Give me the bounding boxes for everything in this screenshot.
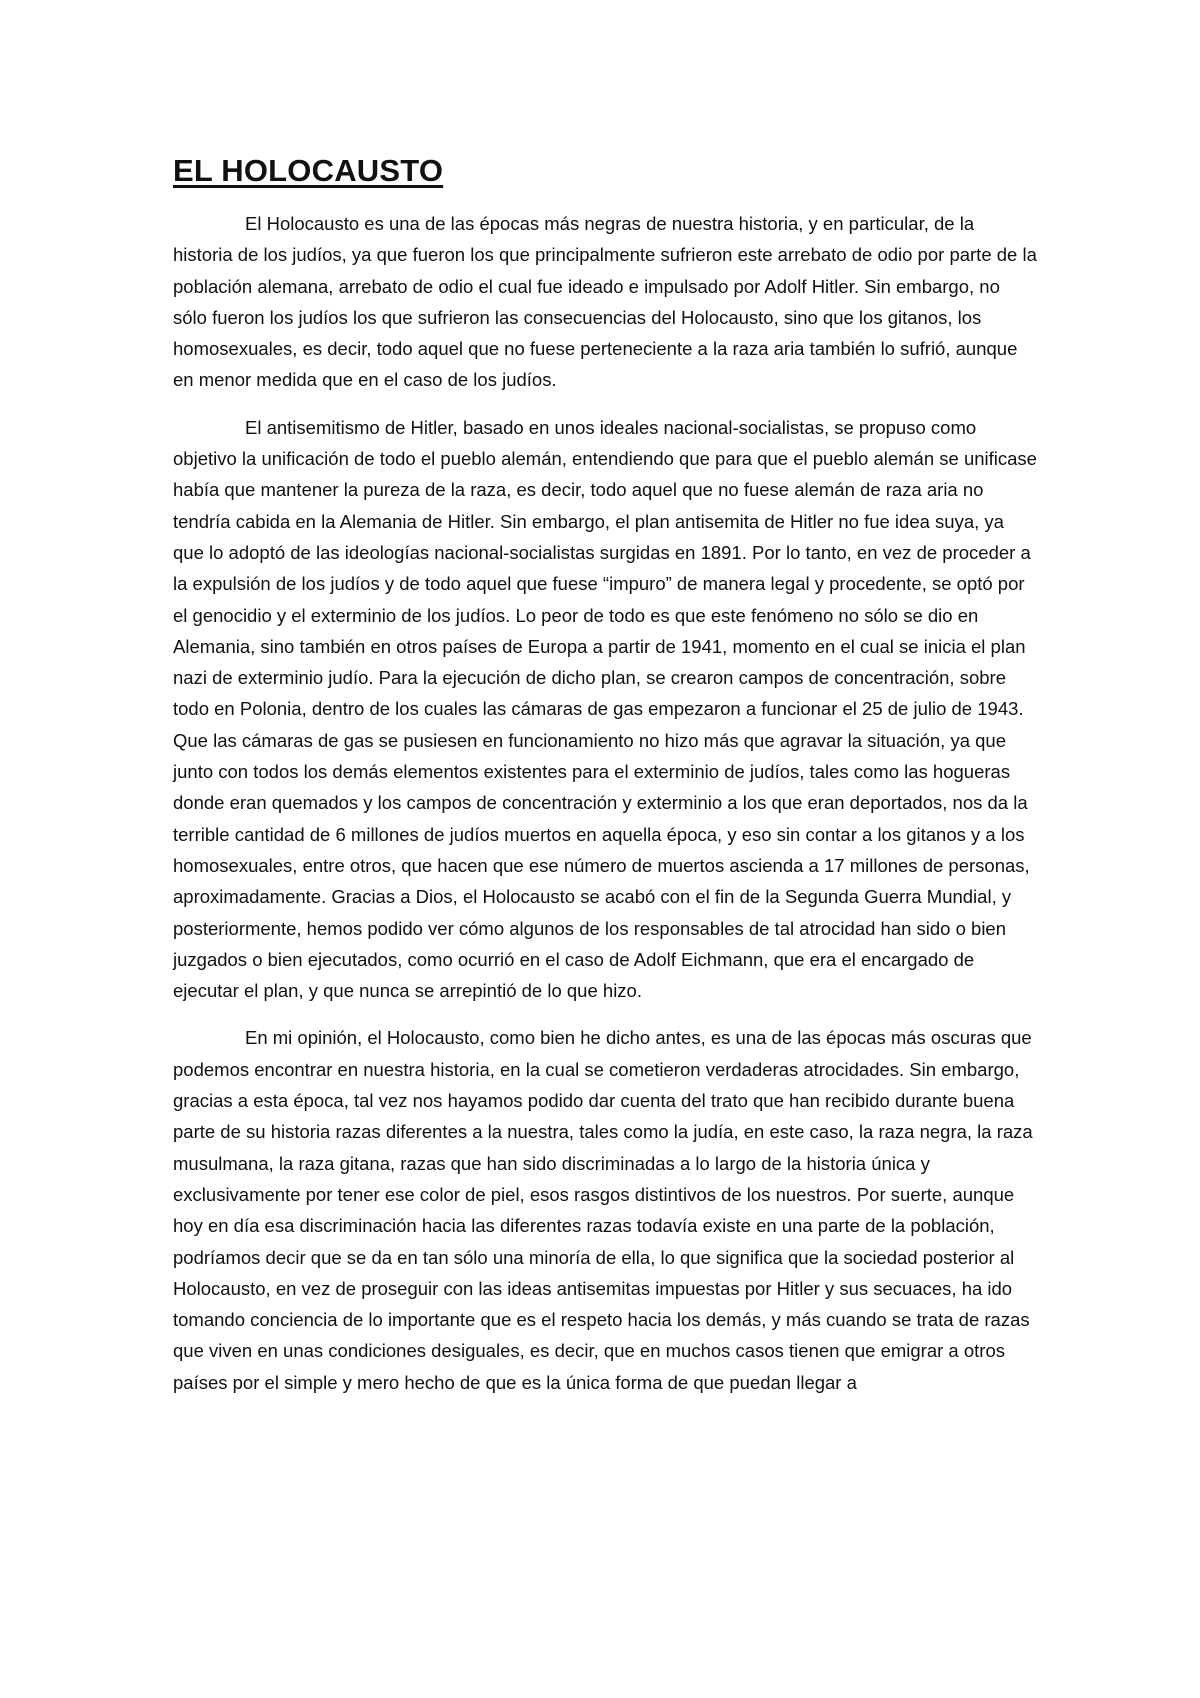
paragraph-antisemitism: El antisemitismo de Hitler, basado en unos ideales nacional-socialistas, se propuso como objetivo la unificación de todo el pueblo alemán, entendiendo que para que el pueblo alemán se unificase había que mantener la pureza de la raza, es decir, todo aquel que no fuese alemán de raza aria no tendría cabida en la Alemania de Hitler. Sin embargo, el plan antisemita de Hitler no fue idea suya, ya que lo adoptó de las ideologías nacional-socialistas surgidas en 1891. Por lo tanto, en vez de proceder a la expulsión de los judíos y de todo aquel que fuese “impuro” de manera legal y procedente, se optó por el genocidio y el exterminio de los judíos. Lo peor de todo es que este fenómeno no sólo se dio en Alemania, sino también en otros países de Europa a partir de 1941, momento en el cual se inicia el plan nazi de exterminio judío. Para la ejecución de dicho plan, se crearon campos de concentración, sobre todo en Polonia, dentro de los cuales las cámaras de gas empezaron a funcionar el 25 de julio de 1943. Que las cámaras de gas se pusiesen en funcionamiento no hizo más que agravar la situación, ya que junto con todos los demás elementos existentes para el exterminio de judíos, tales como las hogueras donde eran quemados y los campos de concentración y exterminio a los que eran deportados, nos da la terrible cantidad de 6 millones de judíos muertos en aquella época, y eso sin contar a los gitanos y a los homosexuales, entre otros, que hacen que ese número de muertos ascienda a 17 millones de personas, aproximadamente. Gracias a Dios, el Holocausto se acabó con el fin de la Segunda Guerra Mundial, y posteriormente, hemos podido ver cómo algunos de los responsables de tal atrocidad han sido o bien juzgados o bien ejecutados, como ocurrió en el caso de Adolf Eichmann, que era el encargado de ejecutar el plan, y que nunca se arrepintió de lo que hizo. xyxy=(173,416,1037,1002)
paragraph-opinion: En mi opinión, el Holocausto, como bien he dicho antes, es una de las épocas más oscuras que podemos encontrar en nuestra historia, en la cual se cometieron verdaderas atrocidades. Sin embargo, gracias a esta época, tal vez nos hayamos podido dar cuenta del trato que han recibido durante buena parte de su historia razas diferentes a la nuestra, tales como la judía, en este caso, la raza negra, la raza musulmana, la raza gitana, razas que han sido discriminadas a lo largo de la historia única y exclusivamente por tener ese color de piel, esos rasgos distintivos de los nuestros. Por suerte, aunque hoy en día esa discriminación hacia las diferentes razas todavía existe en una parte de la población, podríamos decir que se da en tan sólo una minoría de ella, lo que significa que la sociedad posterior al Holocausto, en vez de proseguir con las ideas antisemitas impuestas por Hitler y sus secuaces, ha ido tomando conciencia de lo importante que es el respeto hacia los demás, y más cuando se trata de razas que viven en unas condiciones desiguales, es decir, que en muchos casos tienen que emigrar a otros países por el simple y mero hecho de que es la única forma de que puedan llegar a xyxy=(173,1027,1033,1393)
document-title: EL HOLOCAUSTO xyxy=(173,153,444,188)
document-body xyxy=(173,150,1037,1414)
paragraph-intro: El Holocausto es una de las épocas más negras de nuestra historia, y en particular, de la historia de los judíos, ya que fueron los que principalmente sufrieron este arrebato de odio por parte de la población alemana, arrebato de odio el cual fue ideado e impulsado por Adolf Hitler. Sin embargo, no sólo fueron los judíos los que sufrieron las consecuencias del Holocausto, sino que los gitanos, los homosexuales, es decir, todo aquel que no fuese perteneciente a la raza aria también lo sufrió, aunque en menor medida que en el caso de los judíos. xyxy=(173,213,1037,391)
